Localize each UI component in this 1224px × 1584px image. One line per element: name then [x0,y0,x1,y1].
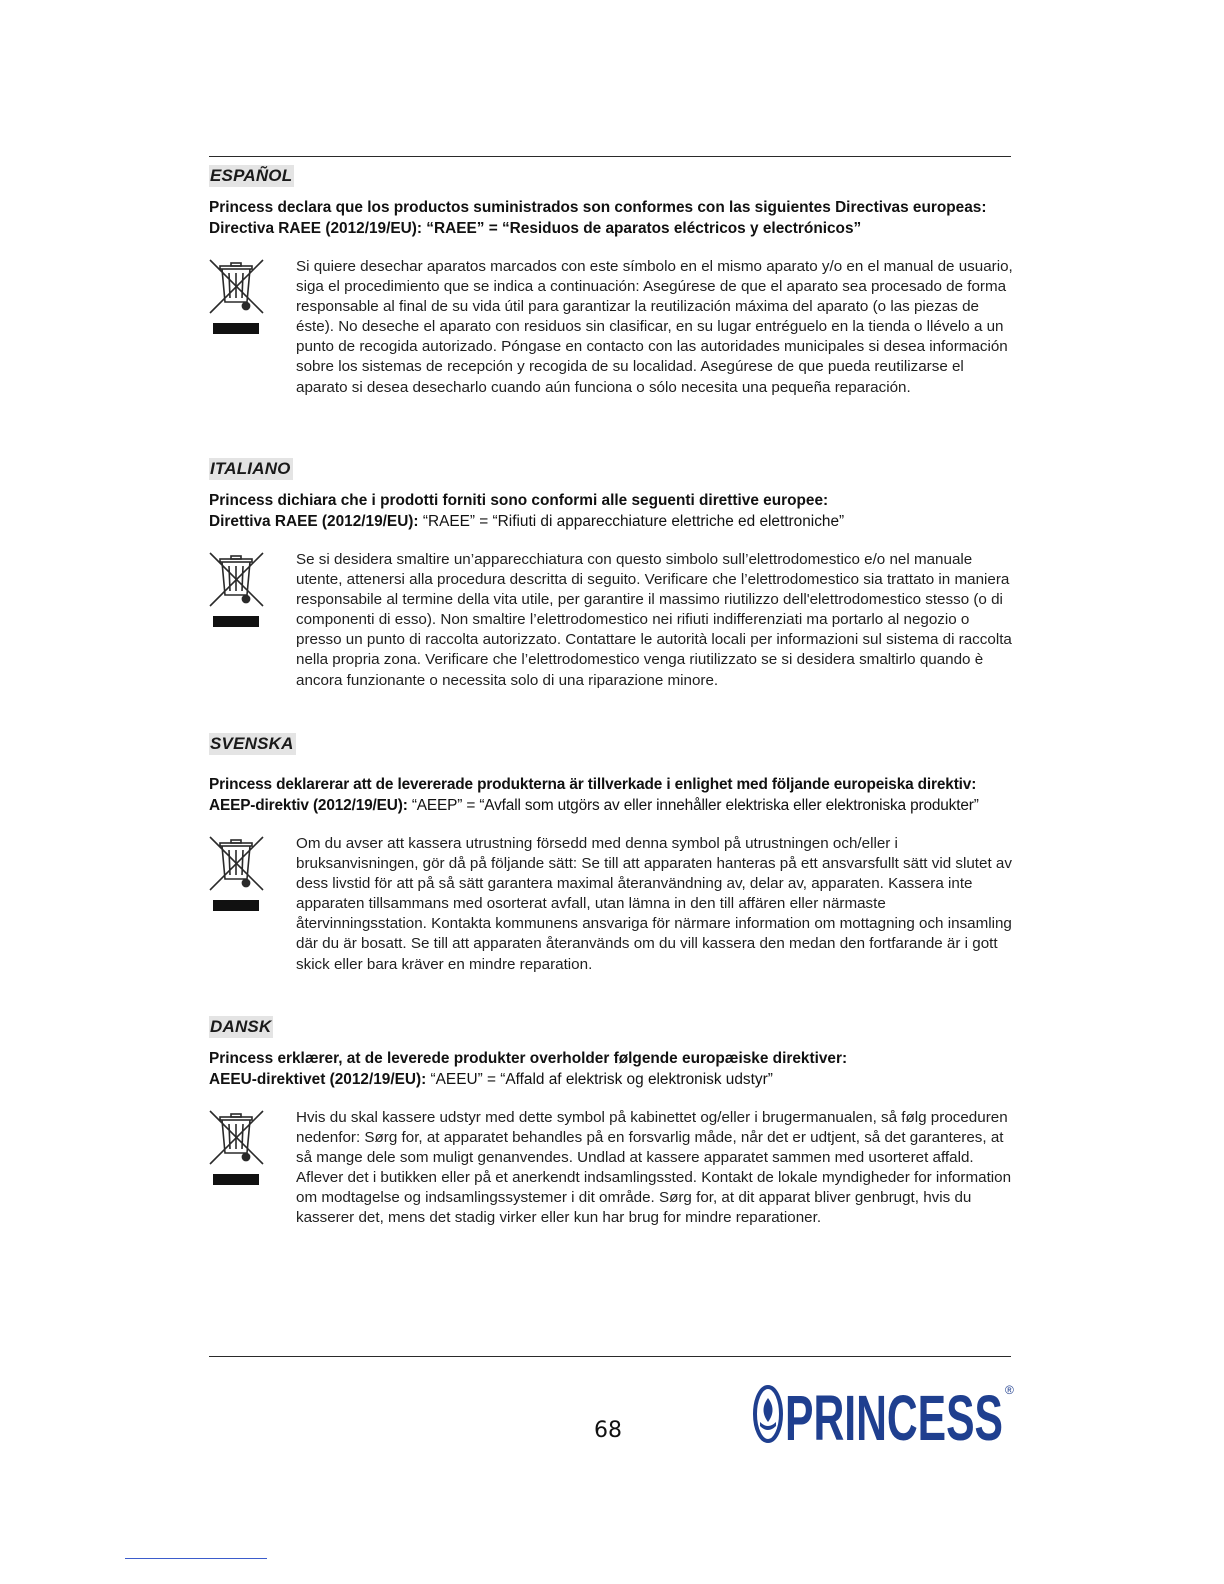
language-heading: ITALIANO [210,459,291,478]
weee-crossed-bin-icon [209,257,265,337]
disposal-paragraph: Om du avser att kassera utrustning försedd med denna symbol på utrustningen och/eller i bruksanvisningen, gör då på följande sätt: Se till att apparaten hanteras på ett ansvarsfullt sätt vid slutet av dess livstid för att på så sätt garantera maximal återanvändning av, delar av, apparaten. Kassera inte apparaten tillsammans med osorterat avfall, utan lämna in den till affären eller närmaste återvinningsstation. Kontakta kommunens ansvariga för närmare information om mottagning och insamling där du är bosatt. Se till att apparaten återanvänds om du vill kassera den medan den fortfarande är i gott skick eller bara kräver en mindre reparation. [296,835,1012,973]
declaration: Princess dichiara che i prodotti forniti sono conformi alle seguenti direttive europee: Direttiva RAEE (2012/19/EU): “RAEE” = “Rifiuti di apparecchiature elettriche ed elettroniche” [209,492,845,530]
disposal-block [209,257,1011,398]
disposal-block [209,834,1011,975]
weee-crossed-bin-icon [209,550,265,630]
registered-mark: ® [1005,1383,1014,1397]
bottom-divider [209,1356,1011,1357]
disposal-paragraph: Se si desidera smaltire un’apparecchiatura con questo simbolo sull’elettrodomestico e/o nel manuale utente, attenersi alla procedura descritta di seguito. Verificare che l’elettrodomestico sia trattato in maniera responsabile al termine della vita utile, per garantire il massimo riutilizzo dell'elettrodomestico stesso (o di componenti di esso). Non smaltire l’elettrodomestico nei rifiuti indifferenziati ma portarlo al negozio o presso un punto di raccolta autorizzato. Contattare le autorità locali per informazioni sul sistema di raccolta nella propria zona. Verificare che l’elettrodomestico venga riutilizzato se si desidera smaltirlo quando è ancora funzionante o necessita solo di una riparazione minore. [296,551,1012,689]
section-espanol [209,165,1011,398]
weee-crossed-bin-icon [209,1108,265,1188]
declaration: Princess declara que los productos suministrados son conformes con las siguientes Directivas europeas: Directiva RAEE (2012/19/EU): “RAEE” = “Residuos de aparatos eléctricos y electrónicos” [209,199,987,237]
princess-logo [752,1380,1018,1450]
princess-emblem-icon [755,1387,781,1441]
section-italiano [209,458,1011,691]
declaration: Princess deklarerar att de levererade produkterna är tillverkade i enlighet med följande europeiska direktiv: AEEP-direktiv (2012/19/EU): “AEEP” = “Avfall som utgörs av eller innehåller elektriska eller elektroniska produkter” [209,776,979,814]
disposal-block [209,550,1011,691]
language-heading: SVENSKA [210,734,294,753]
declaration: Princess erklærer, at de leverede produkter overholder følgende europæiske direktiver: AEEU-direktivet (2012/19/EU): “AEEU” = “Affald af elektrisk og elektronisk udstyr” [209,1050,848,1088]
disposal-paragraph: Hvis du skal kassere udstyr med dette symbol på kabinettet og/eller i brugermanualen, så følg proceduren nedenfor: Sørg for, at apparatet behandles på en forsvarlig måde, når det er udtjent, så det garanteres, at så mange dele som muligt genanvendes. Undlad at kassere apparatet sammen med usorteret affald. Aflever det i butikken eller på et anerkendt indsamlingssted. Kontakt de lokale myndigheder for information om modtagelse og indsamlingssystemer i dit område. Sørg for, at dit apparat bliver genbrugt, hvis du kasserer det, mens det stadig virker eller kun har brug for mindre reparationer. [296,1109,1012,1227]
footnote-separator [125,1558,267,1559]
language-heading: ESPAÑOL [210,166,293,185]
page-number: 68 [594,1418,622,1443]
brand-wordmark: PRINCESS [785,1382,1003,1450]
language-heading: DANSK [210,1017,272,1036]
weee-crossed-bin-icon [209,834,265,914]
section-dansk [209,1016,1011,1229]
disposal-block [209,1108,1011,1229]
top-divider [209,156,1011,157]
disposal-paragraph: Si quiere desechar aparatos marcados con este símbolo en el mismo aparato y/o en el manual de usuario, siga el procedimiento que se indica a continuación: Asegúrese de que el aparato sea procesado de forma responsable al final de su vida útil para garantizar la reutilización máxima del aparato (o las piezas de éste). No deseche el aparato con residuos sin clasificar, en su lugar entréguelo en la tienda o llévelo a un punto de recogida autorizado. Póngase en contacto con las autoridades municipales si desea información sobre los sistemas de recepción y recogida de su localidad. Asegúrese de que pueda reutilizarse el aparato si desea desecharlo cuando aún funciona o sólo necesita una pequeña reparación. [296,258,1013,396]
section-svenska [209,733,1011,975]
